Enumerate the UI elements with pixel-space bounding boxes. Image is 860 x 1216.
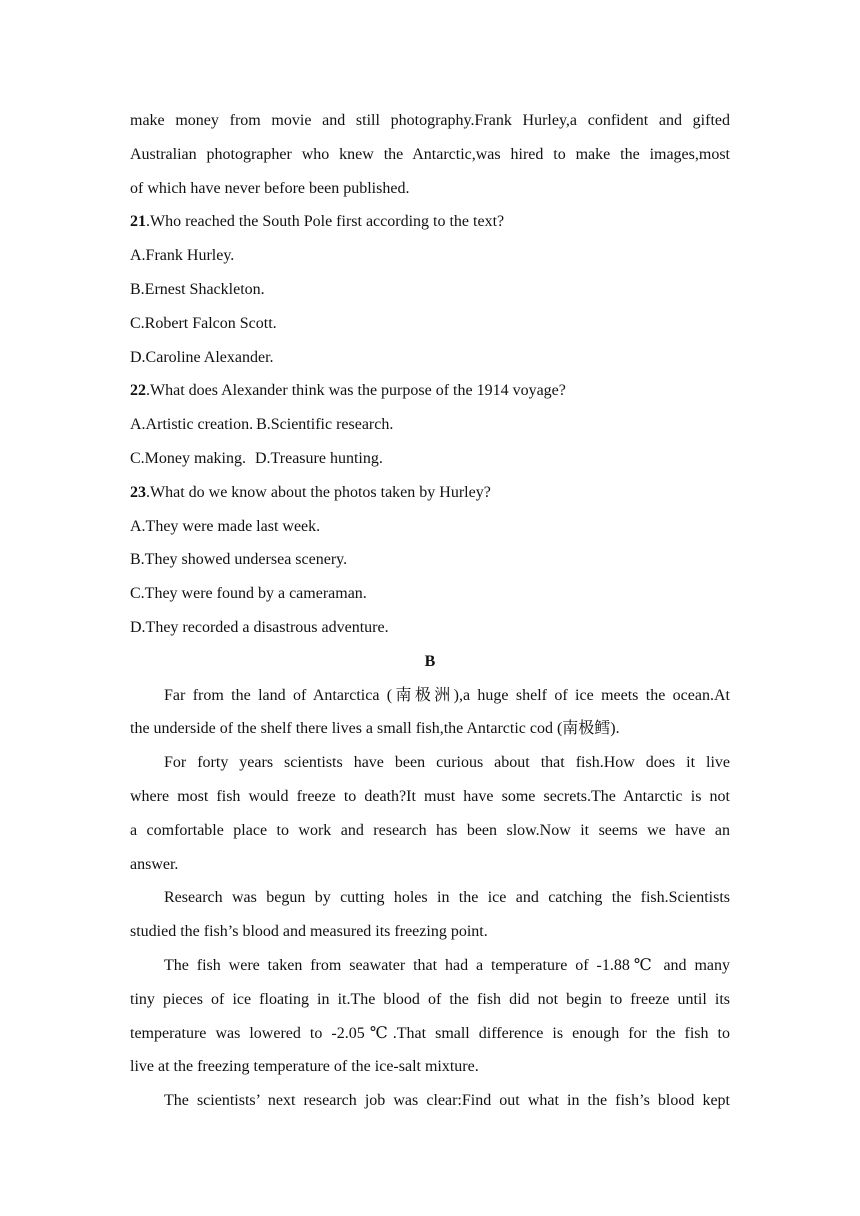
question-22 bbox=[130, 374, 730, 408]
passage-b-line-12: live at the freezing temperature of the ice-salt mixture. bbox=[130, 1058, 479, 1076]
question-23-number: 23 bbox=[130, 483, 146, 501]
question-21-option-a: A.Frank Hurley. bbox=[130, 247, 235, 265]
passage-a-line-3: of which have never before been published. bbox=[130, 179, 410, 197]
question-23 bbox=[130, 476, 730, 510]
question-22-options-row-1 bbox=[130, 408, 730, 442]
passage-b-line-13: The scientists’ next research job was clear:Find out what in the fish’s blood kept bbox=[164, 1092, 730, 1110]
question-23-option-a: A.They were made last week. bbox=[130, 517, 321, 535]
passage-b-line-5: a comfortable place to work and research has been slow.Now it seems we have an bbox=[130, 821, 730, 839]
question-22-option-a: A.Artistic creation. bbox=[130, 416, 254, 434]
passage-b-line-2: the underside of the shelf there lives a small fish,the Antarctic cod (南极鳕). bbox=[130, 720, 620, 738]
question-23-option-c: C.They were found by a cameraman. bbox=[130, 585, 367, 603]
passage-b-line-4: where most fish would freeze to death?It must have some secrets.The Antarctic is not bbox=[130, 787, 730, 805]
question-21-stem: .Who reached the South Pole first according to the text? bbox=[146, 213, 505, 231]
question-21-number: 21 bbox=[130, 213, 146, 231]
question-21 bbox=[130, 205, 730, 239]
question-22-option-b: B.Scientific research. bbox=[256, 416, 394, 434]
question-21-option-b: B.Ernest Shackleton. bbox=[130, 280, 265, 298]
section-b-heading: B bbox=[424, 652, 436, 670]
passage-b-line-9: The fish were taken from seawater that had a temperature of -1.88℃ and many bbox=[164, 956, 730, 974]
question-22-stem: .What does Alexander think was the purpose of the 1914 voyage? bbox=[146, 382, 566, 400]
question-23-option-d: D.They recorded a disastrous adventure. bbox=[130, 618, 389, 636]
passage-b-line-11: temperature was lowered to -2.05℃.That small difference is enough for the fish to bbox=[130, 1024, 730, 1042]
question-22-option-c: C.Money making. bbox=[130, 449, 246, 467]
passage-b-line-8: studied the fish’s blood and measured its freezing point. bbox=[130, 923, 488, 941]
question-22-options-row-2 bbox=[130, 442, 730, 476]
question-21-option-c: C.Robert Falcon Scott. bbox=[130, 314, 277, 332]
passage-b-line-1: Far from the land of Antarctica (南极洲),a huge shelf of ice meets the ocean.At bbox=[164, 686, 730, 704]
passage-a-line-2: Australian photographer who knew the Antarctic,was hired to make the images,most bbox=[130, 145, 730, 163]
passage-b-line-6: answer. bbox=[130, 855, 179, 873]
question-23-option-b: B.They showed undersea scenery. bbox=[130, 551, 348, 569]
passage-b-line-10: tiny pieces of ice floating in it.The blood of the fish did not begin to freeze until its bbox=[130, 990, 730, 1008]
question-22-option-d: D.Treasure hunting. bbox=[255, 449, 383, 467]
question-21-option-d: D.Caroline Alexander. bbox=[130, 348, 274, 366]
passage-b-line-3: For forty years scientists have been curious about that fish.How does it live bbox=[164, 754, 730, 772]
question-22-number: 22 bbox=[130, 382, 146, 400]
passage-b-line-7: Research was begun by cutting holes in the ice and catching the fish.Scientists bbox=[164, 889, 730, 907]
document-page bbox=[130, 104, 730, 1118]
passage-a-line-1: make money from movie and still photography.Frank Hurley,a confident and gifted bbox=[130, 112, 730, 129]
question-23-stem: .What do we know about the photos taken by Hurley? bbox=[146, 483, 491, 501]
